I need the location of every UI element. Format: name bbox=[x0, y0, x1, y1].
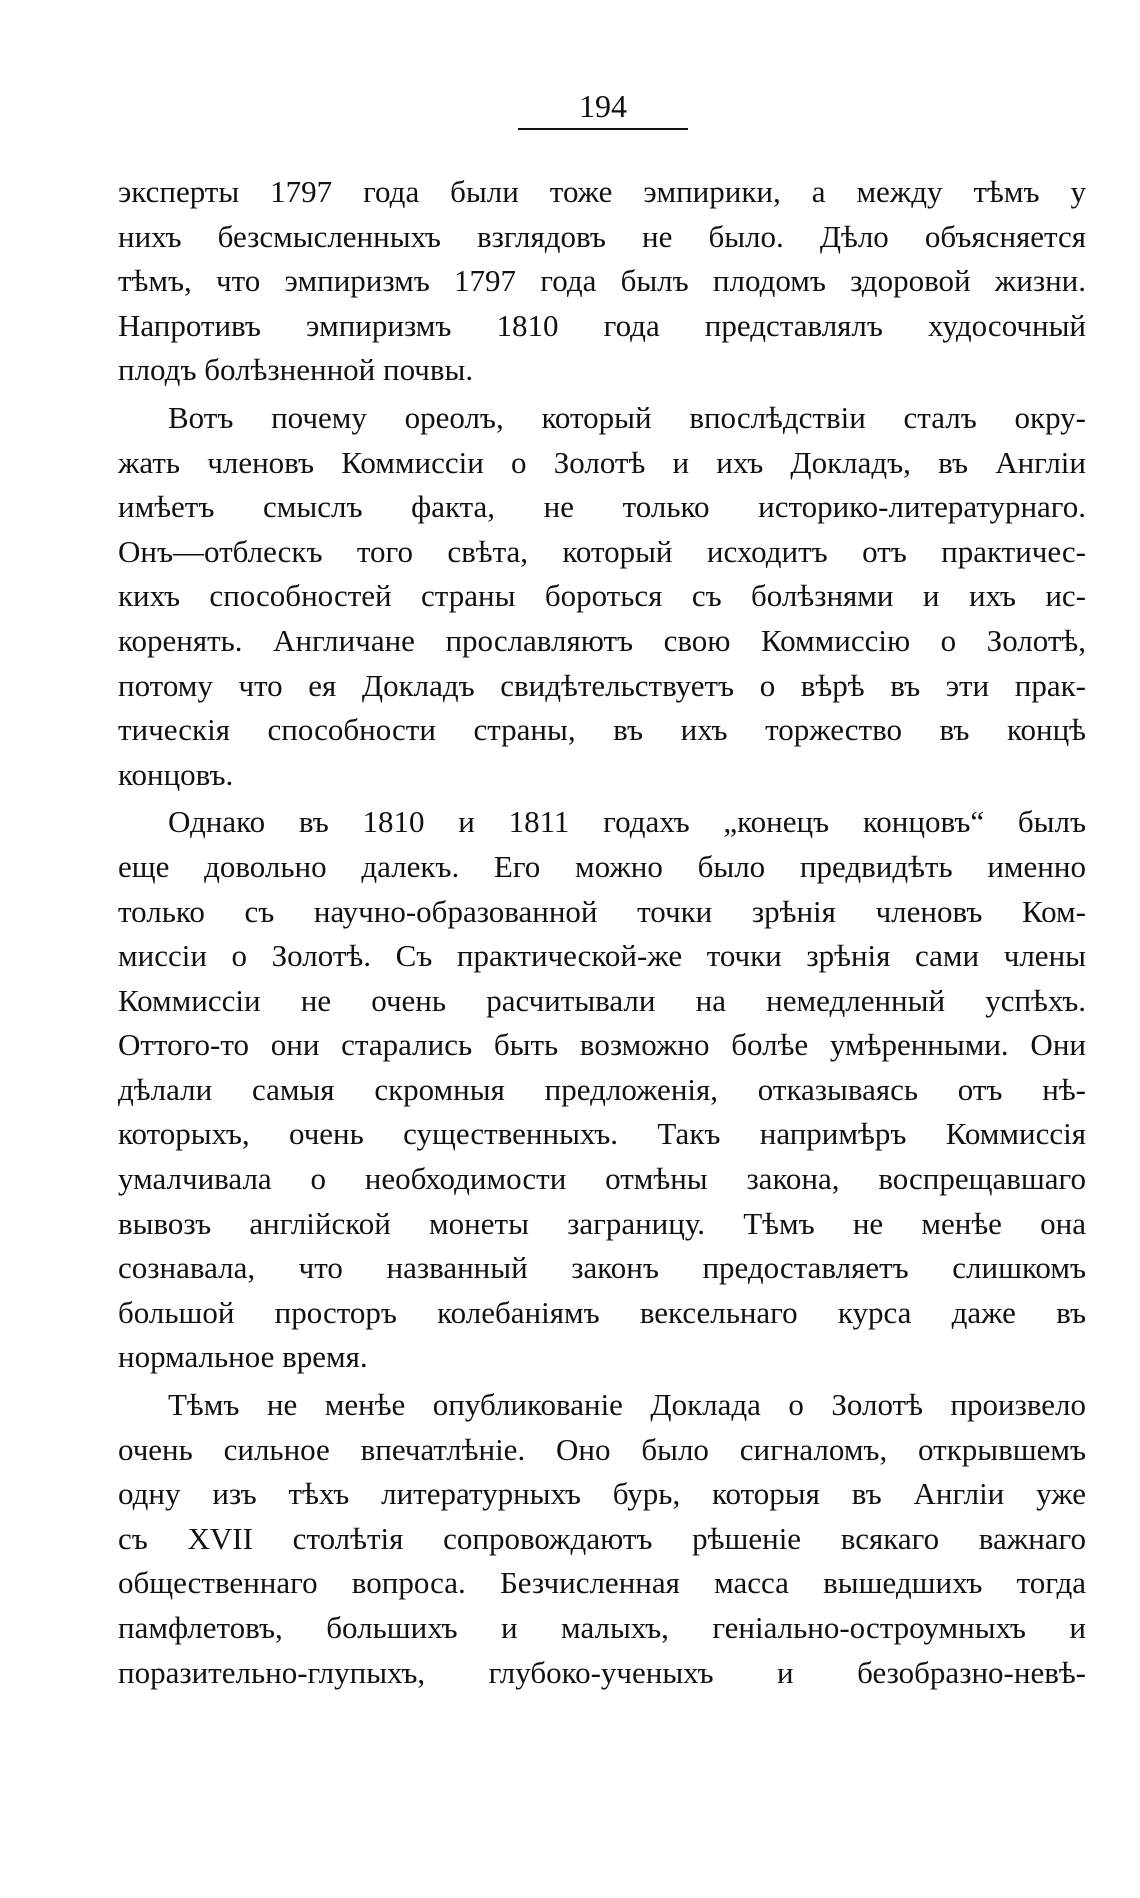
text-line: общественнаго вопроса. Безчисленная масса вышедшихъ тогда bbox=[118, 1565, 1086, 1601]
text-line: только съ научно-образованной точки зрѣнiя членовъ Ком- bbox=[118, 893, 1086, 929]
text-line: одну изъ тѣхъ литературныхъ бурь, которыя въ Англiи уже bbox=[118, 1476, 1086, 1512]
text-line: коренять. Англичане прославляютъ свою Коммиссiю о Золотѣ, bbox=[118, 622, 1086, 658]
text-line: концовъ. bbox=[118, 756, 234, 792]
text-line: вывозъ англiйской монеты заграницу. Тѣмъ не менѣе она bbox=[118, 1205, 1086, 1241]
text-line: очень сильное впечатлѣнiе. Оно было сигналомъ, открывшемъ bbox=[118, 1431, 1086, 1467]
text-line: памфлетовъ, большихъ и малыхъ, генiально-остроумныхъ и bbox=[118, 1610, 1086, 1645]
page-number-rule bbox=[518, 128, 688, 130]
text-line: сознавала, что названный законъ предоставляетъ слишкомъ bbox=[118, 1250, 1086, 1286]
text-line: Вотъ почему ореолъ, который впослѣдствiи сталъ окру- bbox=[168, 399, 1086, 435]
text-line: кихъ способностей страны бороться съ болѣзнями и ихъ ис- bbox=[118, 578, 1086, 614]
paragraph bbox=[118, 396, 1086, 797]
paragraph bbox=[118, 1383, 1086, 1695]
text-line: плодъ болѣзненной почвы. bbox=[118, 352, 474, 388]
paragraph bbox=[118, 170, 1086, 393]
text-line: нормальное время. bbox=[118, 1339, 368, 1375]
text-line: большой просторъ колебанiямъ вексельнаго курса даже въ bbox=[118, 1294, 1086, 1330]
text-line: эксперты 1797 года были тоже эмпирики, а между тѣмъ у bbox=[118, 174, 1086, 209]
text-line: Напротивъ эмпиризмъ 1810 года представлялъ худосочный bbox=[118, 307, 1086, 343]
text-line: потому что ея Докладъ свидѣтельствуетъ о вѣрѣ въ эти прак- bbox=[118, 667, 1086, 703]
text-line: Онъ—отблескъ того свѣта, который исходитъ отъ практичес- bbox=[118, 533, 1086, 569]
text-line: тѣмъ, что эмпиризмъ 1797 года былъ плодомъ здоровой жизни. bbox=[118, 263, 1086, 299]
text-line: Тѣмъ не менѣе опубликованiе Доклада о Золотѣ произвело bbox=[168, 1387, 1086, 1423]
text-line: тическiя способности страны, въ ихъ торжество въ концѣ bbox=[118, 712, 1086, 748]
text-line: Коммиссiи не очень расчитывали на немедленный успѣхъ. bbox=[118, 982, 1086, 1018]
text-line: еще довольно далекъ. Его можно было предвидѣть именно bbox=[118, 848, 1086, 884]
text-line: умалчивала о необходимости отмѣны закона, воспрещавшаго bbox=[118, 1161, 1086, 1197]
text-line: нихъ безсмысленныхъ взглядовъ не было. Дѣло объясняется bbox=[118, 218, 1086, 254]
text-line: съ XVII столѣтiя сопровождаютъ рѣшенiе всякаго важнаго bbox=[118, 1520, 1086, 1556]
text-line: которыхъ, очень существенныхъ. Такъ напримѣръ Коммиссiя bbox=[118, 1116, 1086, 1152]
text-line: Оттого-то они старались быть возможно болѣе умѣренными. Они bbox=[118, 1027, 1086, 1063]
text-line: жать членовъ Коммиссiи о Золотѣ и ихъ Докладъ, въ Англiи bbox=[118, 444, 1086, 480]
text-line: дѣлали самыя скромныя предложенiя, отказываясь отъ нѣ- bbox=[118, 1071, 1086, 1107]
text-line: миссiи о Золотѣ. Съ практической-же точки зрѣнiя сами члены bbox=[118, 938, 1086, 974]
text-line: поразительно-глупыхъ, глубоко-ученыхъ и безобразно-невѣ- bbox=[118, 1654, 1086, 1690]
body-text bbox=[118, 170, 1086, 1695]
text-line: имѣетъ смыслъ факта, не только историко-литературнаго. bbox=[118, 489, 1086, 525]
page-number: 194 bbox=[579, 88, 627, 124]
text-line: Однако въ 1810 и 1811 годахъ „конецъ концовъ“ былъ bbox=[168, 804, 1086, 840]
paragraph bbox=[118, 800, 1086, 1380]
